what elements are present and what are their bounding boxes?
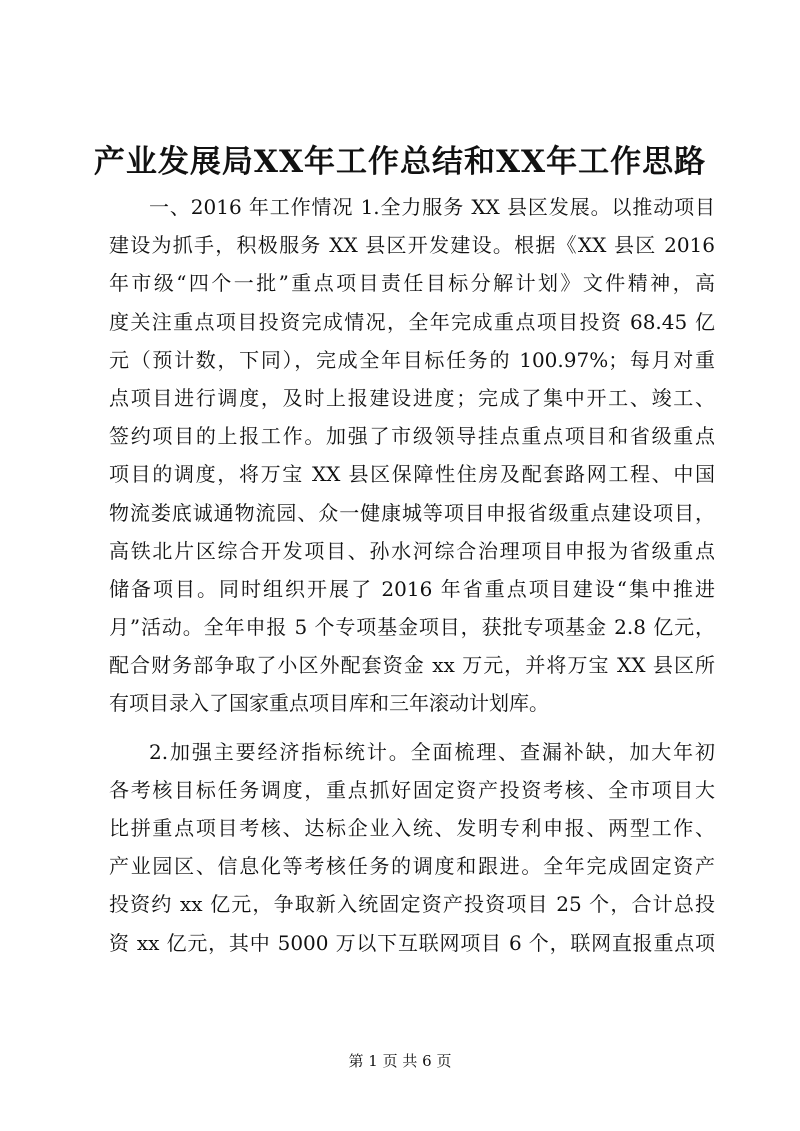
- text-line: 物流娄底诚通物流园、众一健康城等项目申报省级重点建设项目，: [109, 500, 715, 525]
- text-line: 储备项目。同时组织开展了 2016 年省重点项目建设“集中推进: [109, 576, 715, 601]
- text-line: 点项目进行调度，及时上报建设进度；完成了集中开工、竣工、: [109, 385, 715, 410]
- text-line: 建设为抓手，积极服务 XX 县区开发建设。根据《XX 县区 2016: [109, 233, 715, 258]
- text-line: 产业园区、信息化等考核任务的调度和跟进。全年完成固定资产: [109, 854, 715, 879]
- text-line: 各考核目标任务调度，重点抓好固定资产投资考核、全市项目大: [109, 777, 715, 802]
- text-line: 比拼重点项目考核、达标企业入统、发明专利申报、两型工作、: [109, 816, 715, 840]
- document-body: [109, 188, 715, 962]
- paragraph-1: [109, 188, 715, 723]
- paragraph-gap: [109, 723, 715, 733]
- page-number-footer: 第 1 页 共 6 页: [348, 1052, 452, 1070]
- text-line: 投资约 xx 亿元，争取新入统固定资产投资项目 25 个，合计总投: [109, 892, 715, 917]
- text-line: 配合财务部争取了小区外配套资金 xx 万元，并将万宝 XX 县区所: [109, 653, 715, 678]
- text-line: 月”活动。全年申报 5 个专项基金项目，获批专项基金 2.8 亿元，: [109, 615, 715, 640]
- text-line: 2.加强主要经济指标统计。全面梳理、查漏补缺，加大年初: [149, 739, 715, 764]
- text-line: 元（预计数，下同），完成全年目标任务的 100.97%；每月对重: [109, 347, 715, 372]
- text-line: 高铁北片区综合开发项目、孙水河综合治理项目申报为省级重点: [109, 538, 715, 563]
- document-title: 产业发展局XX年工作总结和XX年工作思路: [93, 144, 707, 180]
- text-line: 项目的调度，将万宝 XX 县区保障性住房及配套路网工程、中国: [109, 462, 715, 487]
- text-line: 资 xx 亿元，其中 5000 万以下互联网项目 6 个，联网直报重点项: [109, 930, 715, 955]
- paragraph-2: [109, 733, 715, 962]
- text-line: 一、2016 年工作情况 1.全力服务 XX 县区发展。以推动项目: [149, 195, 715, 219]
- text-line: 签约项目的上报工作。加强了市级领导挂点重点项目和省级重点: [109, 424, 715, 449]
- text-line: 有项目录入了国家重点项目库和三年滚动计划库。: [109, 691, 549, 716]
- text-line: 度关注重点项目投资完成情况，全年完成重点项目投资 68.45 亿: [109, 309, 715, 334]
- text-line: 年市级“四个一批”重点项目责任目标分解计划》文件精神，高: [109, 271, 715, 296]
